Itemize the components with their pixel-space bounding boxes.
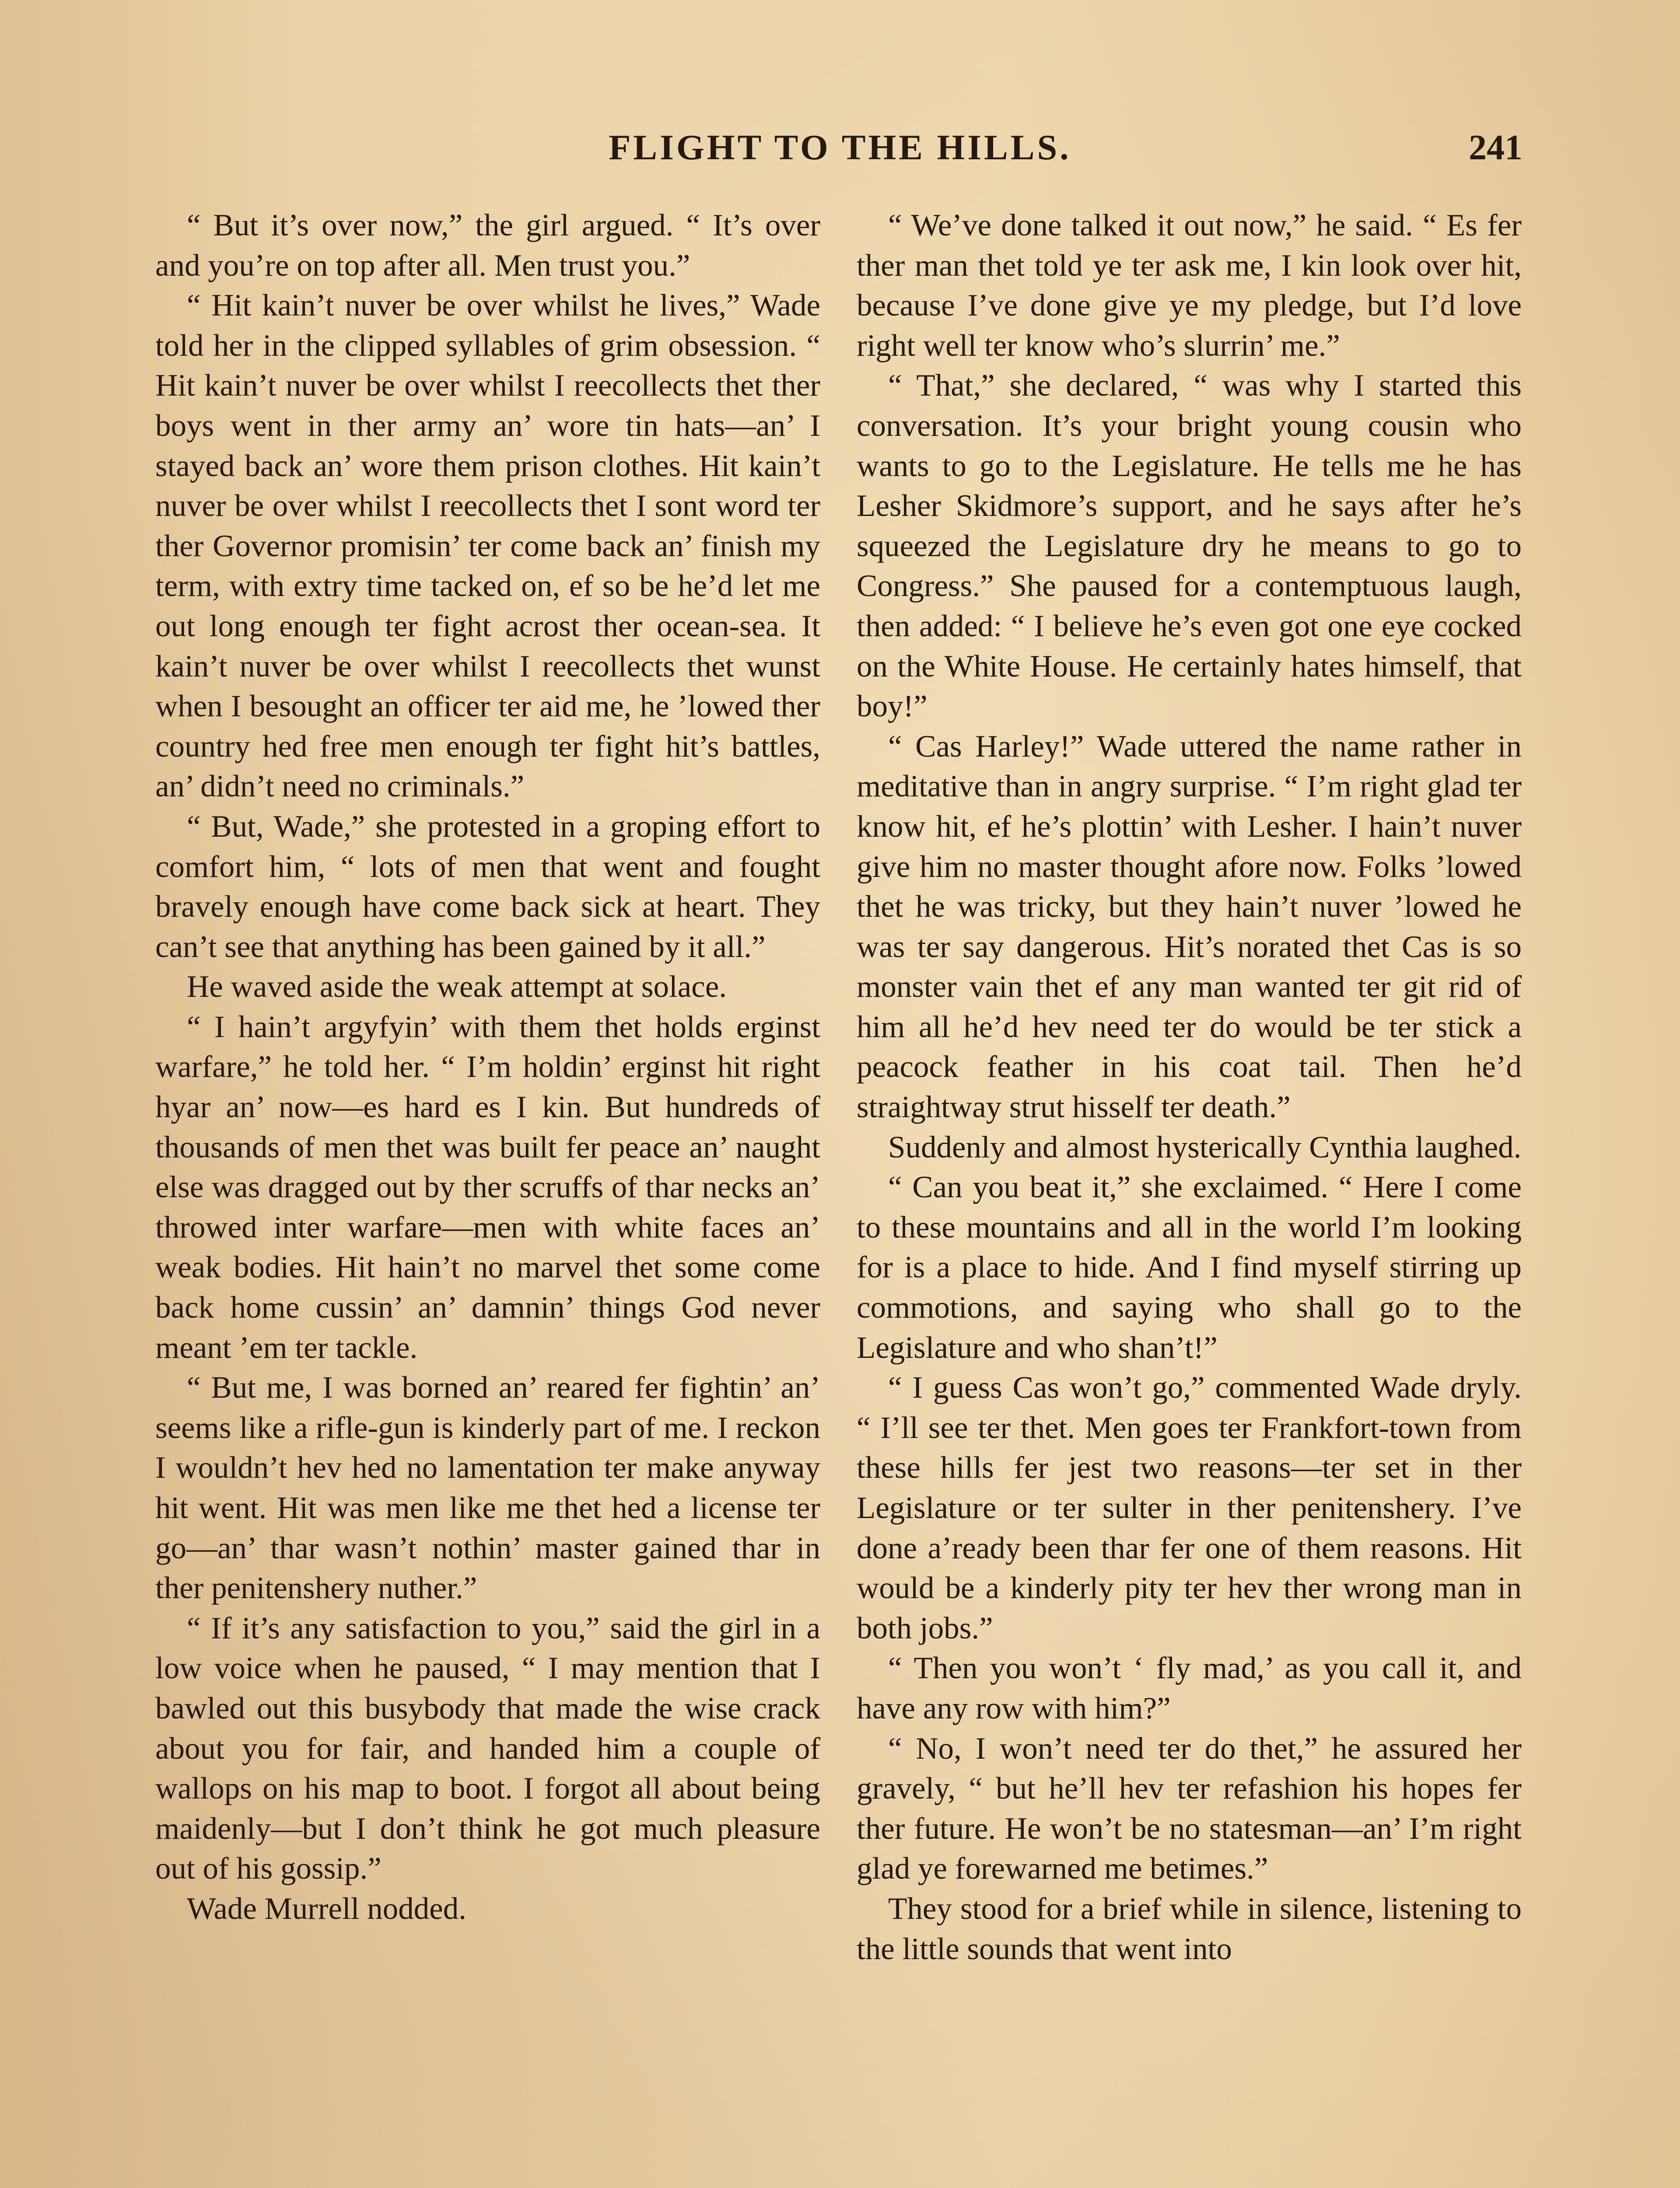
page-number: 241 — [1469, 127, 1522, 167]
paragraph: “ No, I won’t need ter do thet,” he assured her gravely, “ but he’ll hev ter refashion his hopes fer ther future. He won’t be no statesman—an’ I’m right glad ye forewarned me betimes.” — [857, 1731, 1522, 1886]
paragraph: “ Can you beat it,” she exclaimed. “ Here I come to these mountains and all in the world I’m looking for is a place to hide. And I find myself stirring up commotions, and saying who shall go to the Legislature and who shan’t!” — [857, 1170, 1522, 1365]
right-column — [857, 206, 1522, 1969]
paragraph: “ I guess Cas won’t go,” commented Wade dryly. “ I’ll see ter thet. Men goes ter Frankfort-town from these hills fer jest two reasons—ter set in ther Legislature or ter sulter in ther penitenshery. I’ve done a’ready been thar fer one of them reasons. Hit would be a kinderly pity ter hev ther wrong man in both jobs.” — [857, 1371, 1522, 1645]
paragraph: “ We’ve done talked it out now,” he said. “ Es fer ther man thet told ye ter ask me, I kin look over hit, because I’ve done give ye my pledge, but I’d love right well ter know who’s slurrin’ me.” — [857, 208, 1522, 363]
paragraph: “ Then you won’t ‘ fly mad,’ as you call it, and have any row with him?” — [857, 1651, 1522, 1725]
running-title: FLIGHT TO THE HILLS. — [609, 127, 1071, 167]
paragraph: “ I hain’t argyfyin’ with them thet holds erginst warfare,” he told her. “ I’m holdin’ erginst hit right hyar an’ now—es hard es I kin. But hundreds of thousands of men thet was built fer peace an’ naught else was dragged out by ther scruffs of thar necks an’ throwed inter warfare—men with white faces an’ weak bodies. Hit hain’t no marvel thet some come back home cussin’ an’ damnin’ things God never meant ’em ter tackle. — [155, 1010, 820, 1365]
paragraph: They stood for a brief while in silence, listening to the little sounds that went into — [857, 1891, 1522, 1966]
paragraph: “ If it’s any satisfaction to you,” said the girl in a low voice when he paused, “ I may mention that I bawled out this busybody that made the wise crack about you for fair, and handed him a couple of wallops on his map to boot. I forgot all about being maidenly—but I don’t think he got much pleasure out of his gossip.” — [155, 1611, 820, 1886]
paragraph: “ But, Wade,” she protested in a groping effort to comfort him, “ lots of men that went and fought bravely enough have come back sick at heart. They can’t see that anything has been gained by it all.” — [155, 809, 820, 964]
paragraph: “ That,” she declared, “ was why I started this conversation. It’s your bright young cousin who wants to go to the Legislature. He tells me he has Lesher Skidmore’s support, and he says after he’s squeezed the Legislature dry he means to go to Congress.” She paused for a contemptuous laugh, then added: “ I believe he’s even got one eye cocked on the White House. He certainly hates himself, that boy!” — [857, 368, 1522, 724]
paragraph: “ Hit kain’t nuver be over whilst he lives,” Wade told her in the clipped syllables of grim obsession. “ Hit kain’t nuver be over whilst I reecollects thet ther boys went in ther army an’ wore tin hats—an’ I stayed back an’ wore them prison clothes. Hit kain’t nuver be over whilst I reecollects thet I sont word ter ther Governor promisin’ ter come back an’ finish my term, with extry time tacked on, ef so be he’d let me out long enough ter fight acrost ther ocean-sea. It kain’t nuver be over whilst I reecollects thet wunst when I besought an officer ter aid me, he ’lowed ther country hed free men enough ter fight hit’s battles, an’ didn’t need no criminals.” — [155, 288, 820, 804]
paragraph: “ Cas Harley!” Wade uttered the name rather in meditative than in angry surprise. “ I’m right glad ter know hit, ef he’s plottin’ with Lesher. I hain’t nuver give him no master thought afore now. Folks ’lowed thet he was tricky, but they hain’t nuver ’lowed he was ter say dangerous. Hit’s norated thet Cas is so monster vain thet ef any man wanted ter git rid of him all he’d hev need ter do would be ter stick a peacock feather in his coat tail. Then he’d straightway strut hisself ter death.” — [857, 729, 1522, 1125]
paragraph: Suddenly and almost hysterically Cynthia laughed. — [888, 1130, 1522, 1164]
left-column — [155, 206, 820, 1929]
paragraph: “ But me, I was borned an’ reared fer fightin’ an’ seems like a rifle-gun is kinderly part of me. I reckon I wouldn’t hev hed no lamentation ter make anyway hit went. Hit was men like me thet hed a license ter go—an’ thar wasn’t nothin’ master gained thar in ther penitenshery nuther.” — [155, 1371, 820, 1606]
paragraph: Wade Murrell nodded. — [187, 1891, 466, 1926]
running-header — [158, 127, 1522, 175]
paragraph: He waved aside the weak attempt at solace. — [187, 970, 727, 1004]
paragraph: “ But it’s over now,” the girl argued. “ It’s over and you’re on top after all. Men trust you.” — [155, 208, 820, 283]
